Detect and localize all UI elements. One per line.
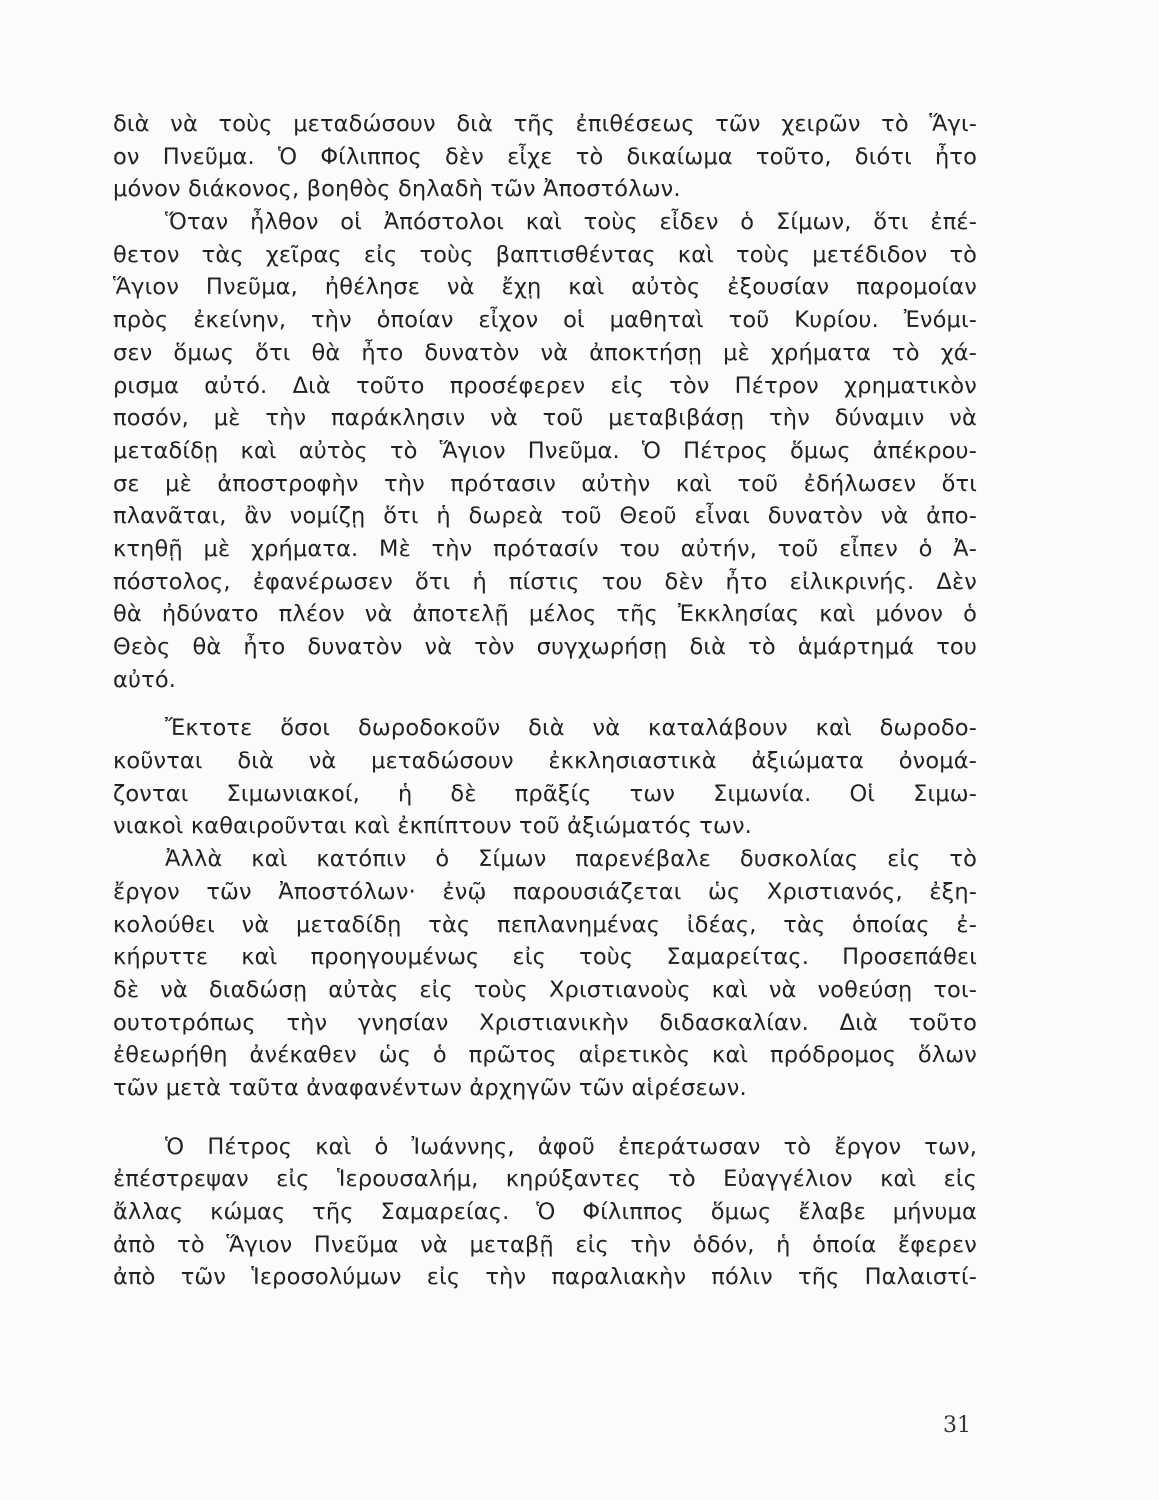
text-line: ἀπὸ τῶν Ἱεροσολύμων εἰς τὴν παραλιακὴν πόλιν τῆς Παλαιστί- xyxy=(113,1264,977,1291)
text-line: Ὅταν ἦλθον οἱ Ἀπόστολοι καὶ τοὺς εἶδεν ὁ Σίμων, ὅτι ἐπέ- xyxy=(165,209,977,236)
page-body xyxy=(113,108,977,1294)
text-line: ἄλλας κώμας τῆς Σαμαρείας. Ὁ Φίλιππος ὅμως ἔλαβε μήνυμα xyxy=(113,1199,977,1225)
text-line: μεταδίδῃ καὶ αὐτὸς τὸ Ἅγιον Πνεῦμα. Ὁ Πέτρος ὅμως ἀπέκρου- xyxy=(113,437,977,464)
paragraph-4 xyxy=(113,843,977,1105)
text-line: κήρυττε καὶ προηγουμένως εἰς τοὺς Σαμαρείτας. Προσεπάθει xyxy=(113,944,977,971)
text-line: ον Πνεῦμα. Ὁ Φίλιππος δὲν εἶχε τὸ δικαίωμα τοῦτο, διότι ἦτο xyxy=(113,143,977,170)
paragraph-5 xyxy=(113,1131,977,1294)
paragraph-2 xyxy=(113,206,977,696)
text-line: πλανᾶται, ἂν νομίζῃ ὅτι ἡ δωρεὰ τοῦ Θεοῦ εἶναι δυνατὸν νὰ ἀπο- xyxy=(113,503,977,530)
text-line: Ἅγιον Πνεῦμα, ἠθέλησε νὰ ἔχῃ καὶ αὐτὸς ἐξουσίαν παρομοίαν xyxy=(113,274,977,301)
text-line: δὲ νὰ διαδώσῃ αὐτὰς εἰς τοὺς Χριστιανοὺς καὶ νὰ νοθεύσῃ τοι- xyxy=(113,976,977,1003)
text-line: Ἔκτοτε ὅσοι δωροδοκοῦν διὰ νὰ καταλάβουν καὶ δωροδο- xyxy=(165,715,977,742)
paragraph-1 xyxy=(113,108,977,206)
text-line: αὐτό. xyxy=(113,666,177,693)
text-line: πόστολος, ἐφανέρωσεν ὅτι ἡ πίστις του δὲν ἦτο εἰλικρινής. Δὲν xyxy=(113,568,977,595)
text-line: θετον τὰς χεῖρας εἰς τοὺς βαπτισθέντας καὶ τοὺς μετέδιδον τὸ xyxy=(113,241,977,268)
section-gap xyxy=(113,1105,977,1131)
text-line: μόνον διάκονος, βοηθὸς δηλαδὴ τῶν Ἀποστόλων. xyxy=(113,176,681,203)
text-line: κολούθει νὰ μεταδίδῃ τὰς πεπλανημένας ἰδέας, τὰς ὁποίας ἐ- xyxy=(113,911,977,938)
text-line: κτηθῇ μὲ χρήματα. Μὲ τὴν πρότασίν του αὐτήν, τοῦ εἶπεν ὁ Ἀ- xyxy=(113,535,977,562)
text-line: κοῦνται διὰ νὰ μεταδώσουν ἐκκλησιαστικὰ ἀξιώματα ὀνομά- xyxy=(113,748,977,775)
text-line: ἐπέστρεψαν εἰς Ἱερουσαλήμ, κηρύξαντες τὸ Εὐαγγέλιον καὶ εἰς xyxy=(113,1166,977,1193)
text-line: ζονται Σιμωνιακοί, ἡ δὲ πρᾶξίς των Σιμωνία. Οἱ Σιμω- xyxy=(113,780,977,807)
text-line: νιακοὶ καθαιροῦνται καὶ ἐκπίπτουν τοῦ ἀξιώματός των. xyxy=(113,813,752,840)
paragraph-3 xyxy=(113,712,977,843)
text-line: σε μὲ ἀποστροφὴν τὴν πρότασιν αὐτὴν καὶ τοῦ ἐδήλωσεν ὅτι xyxy=(113,470,977,497)
text-line: διὰ νὰ τοὺς μεταδώσουν διὰ τῆς ἐπιθέσεως τῶν χειρῶν τὸ Ἅγι- xyxy=(113,111,977,137)
text-line: θὰ ἠδύνατο πλέον νὰ ἀποτελῇ μέλος τῆς Ἐκκλησίας καὶ μόνον ὁ xyxy=(113,601,977,628)
text-line: ἀπὸ τὸ Ἅγιον Πνεῦμα νὰ μεταβῇ εἰς τὴν ὁδόν, ἡ ὁποία ἔφερεν xyxy=(113,1231,977,1258)
paragraph-gap xyxy=(113,696,977,712)
text-line: ἔργον τῶν Ἀποστόλων· ἐνῷ παρουσιάζεται ὡς Χριστιανός, ἐξη- xyxy=(113,878,977,905)
text-line: Θεὸς θὰ ἦτο δυνατὸν νὰ τὸν συγχωρήσῃ διὰ τὸ ἁμάρτημά του xyxy=(113,634,977,660)
text-line: πρὸς ἐκείνην, τὴν ὁποίαν εἶχον οἱ μαθηταὶ τοῦ Κυρίου. Ἐνόμι- xyxy=(113,307,977,334)
text-line: ρισμα αὐτό. Διὰ τοῦτο προσέφερεν εἰς τὸν Πέτρον χρηματικὸν xyxy=(113,372,977,399)
text-line: τῶν μετὰ ταῦτα ἀναφανέντων ἀρχηγῶν τῶν αἱρέσεων. xyxy=(113,1074,747,1101)
text-line: Ὁ Πέτρος καὶ ὁ Ἰωάννης, ἀφοῦ ἐπεράτωσαν τὸ ἔργον των, xyxy=(165,1133,977,1160)
text-line: ουτοτρόπως τὴν γνησίαν Χριστιανικὴν διδασκαλίαν. Διὰ τοῦτο xyxy=(113,1009,977,1036)
text-line: ἐθεωρήθη ἀνέκαθεν ὡς ὁ πρῶτος αἱρετικὸς καὶ πρόδρομος ὅλων xyxy=(113,1042,977,1069)
text-line: σεν ὅμως ὅτι θὰ ἦτο δυνατὸν νὰ ἀποκτήσῃ μὲ χρήματα τὸ χά- xyxy=(113,339,977,366)
text-line: ποσόν, μὲ τὴν παράκλησιν νὰ τοῦ μεταβιβάσῃ τὴν δύναμιν νὰ xyxy=(113,405,977,432)
page-number: 31 xyxy=(943,1413,971,1438)
text-line: Ἀλλὰ καὶ κατόπιν ὁ Σίμων παρενέβαλε δυσκολίας εἰς τὸ xyxy=(165,846,977,873)
